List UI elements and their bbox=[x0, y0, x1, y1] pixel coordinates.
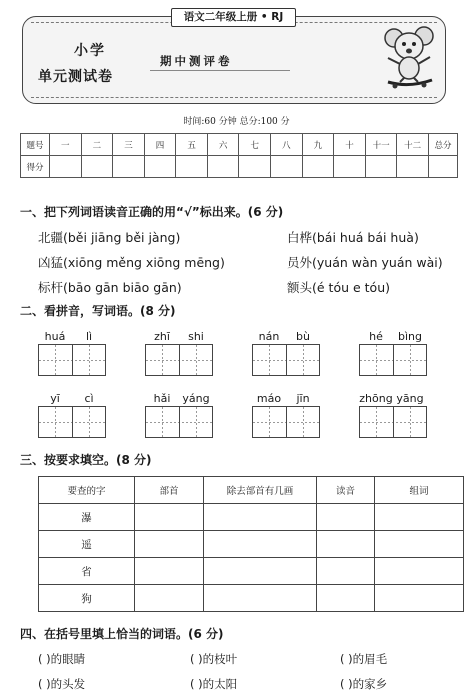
pinyin-choice-item[interactable]: 额头(é tóu e tóu) bbox=[287, 280, 390, 295]
writing-grid[interactable] bbox=[145, 406, 213, 438]
score-cell-input[interactable] bbox=[207, 156, 239, 178]
answer-cell[interactable] bbox=[135, 558, 204, 585]
pinyin-syllable: nán bbox=[258, 330, 280, 343]
score-cell-header: 七 bbox=[239, 134, 271, 156]
score-cell-header: 六 bbox=[207, 134, 239, 156]
series-label-line1: 小学 bbox=[74, 43, 106, 59]
answer-cell[interactable] bbox=[375, 585, 464, 612]
answer-cell[interactable] bbox=[375, 531, 464, 558]
answer-cell[interactable] bbox=[317, 531, 375, 558]
series-label-line2: 单元测试卷 bbox=[38, 69, 113, 85]
pinyin-syllable: lì bbox=[85, 330, 93, 343]
answer-cell[interactable] bbox=[204, 504, 317, 531]
fill-blank-item[interactable]: ( )的家乡 bbox=[340, 677, 388, 691]
section2-title: 二、看拼音，写词语。(8 分) bbox=[20, 304, 176, 318]
score-cell-input[interactable] bbox=[429, 156, 458, 178]
score-cell-header: 十二 bbox=[397, 134, 429, 156]
answer-cell[interactable] bbox=[204, 558, 317, 585]
pinyin-syllable: zhī bbox=[154, 330, 170, 343]
pinyin-syllable: hé bbox=[369, 330, 383, 343]
score-cell-input[interactable] bbox=[176, 156, 208, 178]
score-cell-header: 十一 bbox=[365, 134, 397, 156]
column-header: 要查的字 bbox=[39, 477, 135, 504]
column-header: 除去部首有几画 bbox=[204, 477, 317, 504]
score-table-header-row bbox=[21, 134, 458, 156]
pinyin-choice-item[interactable]: 白桦(bái huá bái huà) bbox=[287, 230, 419, 245]
answer-cell[interactable] bbox=[317, 558, 375, 585]
table-row bbox=[39, 504, 464, 531]
table-row bbox=[39, 585, 464, 612]
fill-blank-item[interactable]: ( )的眉毛 bbox=[340, 652, 388, 666]
pinyin-syllable: zhōng bbox=[359, 392, 393, 405]
answer-cell[interactable] bbox=[135, 504, 204, 531]
column-header: 读音 bbox=[317, 477, 375, 504]
pinyin-syllable: bù bbox=[296, 330, 310, 343]
answer-cell[interactable] bbox=[135, 585, 204, 612]
column-header: 组词 bbox=[375, 477, 464, 504]
table-row bbox=[39, 531, 464, 558]
score-cell-input[interactable] bbox=[144, 156, 176, 178]
lookup-character: 瀑 bbox=[39, 504, 135, 531]
pinyin-syllable: bìng bbox=[398, 330, 422, 343]
score-cell-input[interactable] bbox=[334, 156, 366, 178]
score-cell-input[interactable] bbox=[50, 156, 82, 178]
fill-blank-item[interactable]: ( )的太阳 bbox=[190, 677, 238, 691]
pinyin-syllable: cì bbox=[84, 392, 94, 405]
section3-title: 三、按要求填空。(8 分) bbox=[20, 453, 152, 467]
time-and-score-info: 时间:60 分钟 总分:100 分 bbox=[183, 117, 290, 127]
score-cell-header: 三 bbox=[113, 134, 145, 156]
pinyin-syllable: máo bbox=[256, 392, 282, 405]
column-header: 部首 bbox=[135, 477, 204, 504]
score-cell-input[interactable] bbox=[239, 156, 271, 178]
table-header-row bbox=[39, 477, 464, 504]
radical-lookup-table bbox=[38, 476, 464, 612]
writing-grid[interactable] bbox=[145, 344, 213, 376]
score-cell-header: 二 bbox=[81, 134, 113, 156]
table-row bbox=[39, 558, 464, 585]
score-cell-header: 五 bbox=[176, 134, 208, 156]
section1-title: 一、把下列词语读音正确的用“√”标出来。(6 分) bbox=[20, 205, 284, 219]
pinyin-syllable: shi bbox=[188, 330, 204, 343]
score-cell-input[interactable] bbox=[113, 156, 145, 178]
pinyin-choice-item[interactable]: 凶猛(xiōng měng xiōng mēng) bbox=[38, 255, 225, 270]
exam-title: 期中测评卷 bbox=[160, 54, 233, 68]
score-cell-input[interactable] bbox=[271, 156, 303, 178]
pinyin-syllable: yāng bbox=[396, 392, 424, 405]
writing-grid[interactable] bbox=[359, 406, 427, 438]
score-cell-header: 九 bbox=[302, 134, 334, 156]
answer-cell[interactable] bbox=[204, 531, 317, 558]
score-cell-header: 总分 bbox=[429, 134, 458, 156]
pinyin-choice-item[interactable]: 员外(yuán wàn yuán wài) bbox=[287, 255, 443, 270]
score-cell-input[interactable] bbox=[365, 156, 397, 178]
score-cell-header: 八 bbox=[271, 134, 303, 156]
score-table-value-row bbox=[21, 156, 458, 178]
answer-cell[interactable] bbox=[204, 585, 317, 612]
pinyin-syllable: yī bbox=[50, 392, 60, 405]
answer-cell[interactable] bbox=[135, 531, 204, 558]
score-cell-input[interactable] bbox=[397, 156, 429, 178]
writing-grid[interactable] bbox=[252, 344, 320, 376]
score-cell-header: 一 bbox=[50, 134, 82, 156]
title-underline bbox=[150, 70, 290, 71]
pinyin-syllable: hǎi bbox=[153, 392, 171, 405]
writing-grid[interactable] bbox=[38, 344, 106, 376]
section4-title: 四、在括号里填上恰当的词语。(6 分) bbox=[20, 627, 224, 641]
score-row-label: 得分 bbox=[21, 156, 50, 178]
lookup-character: 遥 bbox=[39, 531, 135, 558]
fill-blank-item[interactable]: ( )的眼睛 bbox=[38, 652, 86, 666]
pinyin-choice-item[interactable]: 标杆(bāo gān biāo gān) bbox=[38, 280, 182, 295]
score-cell-header: 四 bbox=[144, 134, 176, 156]
score-cell-input[interactable] bbox=[81, 156, 113, 178]
score-cell-input[interactable] bbox=[302, 156, 334, 178]
fill-blank-item[interactable]: ( )的头发 bbox=[38, 677, 86, 691]
koala-skateboard-icon bbox=[380, 24, 438, 90]
answer-cell[interactable] bbox=[317, 585, 375, 612]
lookup-character: 省 bbox=[39, 558, 135, 585]
writing-grid[interactable] bbox=[359, 344, 427, 376]
lookup-character: 狗 bbox=[39, 585, 135, 612]
pinyin-syllable: huá bbox=[44, 330, 66, 343]
score-cell-header: 十 bbox=[334, 134, 366, 156]
writing-grid[interactable] bbox=[252, 406, 320, 438]
answer-cell[interactable] bbox=[375, 504, 464, 531]
pinyin-choice-item[interactable]: 北疆(běi jiāng běi jàng) bbox=[38, 230, 181, 245]
score-table bbox=[20, 133, 458, 178]
fill-blank-item[interactable]: ( )的枝叶 bbox=[190, 652, 238, 666]
answer-cell[interactable] bbox=[317, 504, 375, 531]
grade-tag: 语文二年级上册 • RJ bbox=[171, 8, 296, 27]
pinyin-syllable: yáng bbox=[182, 392, 210, 405]
pinyin-syllable: jīn bbox=[296, 392, 310, 405]
answer-cell[interactable] bbox=[375, 558, 464, 585]
writing-grid[interactable] bbox=[38, 406, 106, 438]
score-cell-header: 题号 bbox=[21, 134, 50, 156]
